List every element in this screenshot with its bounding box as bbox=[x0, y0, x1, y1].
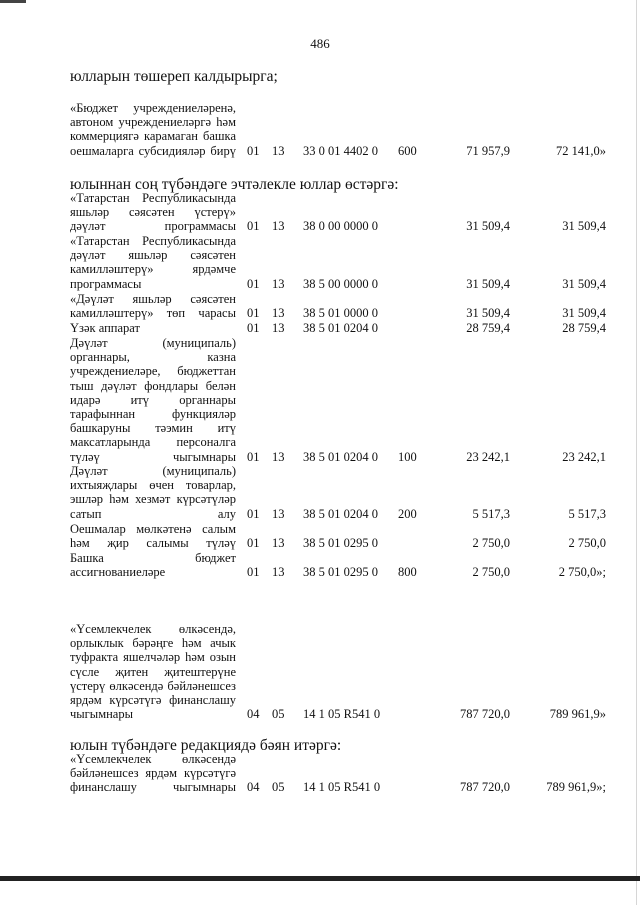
section-code: 01 bbox=[247, 506, 260, 521]
row-description: Оешмалар мөлкәтенә салым һәм җир салымы түләү bbox=[70, 522, 236, 551]
amount-year-1: 71 957,9 bbox=[466, 143, 510, 158]
row-description: «Үсемлекчелек өлкәсендә, орлыклык бәрәңге һәм ачык туфракта яшелчәләр һәм озын сүсле җитен җитештерүне үстерү өлкәсендә бәйләнешсез ярдәм күрсәтүгә финанслашу чыгымнары bbox=[70, 622, 236, 722]
expense-type-code: 800 bbox=[398, 565, 417, 580]
row-description: Үзәк аппарат bbox=[70, 321, 140, 335]
target-article-code: 14 1 05 R541 0 bbox=[303, 780, 381, 795]
heading-redaction: юлын түбәндәге редакциядә бәян итәргә: bbox=[70, 737, 342, 754]
section-code: 04 bbox=[247, 707, 260, 722]
amount-year-1: 31 509,4 bbox=[466, 219, 510, 234]
amount-year-1: 28 759,4 bbox=[466, 321, 510, 335]
subsection-code: 05 bbox=[272, 780, 285, 795]
amount-year-1: 31 509,4 bbox=[466, 306, 510, 321]
amount-year-2: 2 750,0»; bbox=[558, 565, 606, 580]
subsection-code: 13 bbox=[272, 276, 285, 291]
amount-year-2: 31 509,4 bbox=[562, 306, 606, 321]
target-article-code: 38 5 01 0204 0 bbox=[303, 321, 378, 335]
target-article-code: 38 5 01 0295 0 bbox=[303, 565, 378, 580]
section-code: 01 bbox=[247, 536, 260, 551]
subsection-code: 13 bbox=[272, 449, 285, 464]
section-code: 01 bbox=[247, 449, 260, 464]
expense-type-code: 100 bbox=[398, 449, 417, 464]
row-description: Дәүләт (муниципаль) ихтыяҗлары өчен товарлар, эшләр һәм хезмәт күрсәтүләр сатып алу bbox=[70, 464, 236, 521]
row-description: Башка бюджет ассигнованиеләре bbox=[70, 551, 236, 580]
target-article-code: 38 0 00 0000 0 bbox=[303, 219, 378, 234]
amount-year-2: 23 242,1 bbox=[562, 449, 606, 464]
target-article-code: 38 5 00 0000 0 bbox=[303, 276, 378, 291]
row-description: Дәүләт (муниципаль) органнары, казна учреждениеләре, бюджеттан тыш дәүләт фондлары белән идарә итү органнары тарафыннан функцияләр башкаруны тәэмин итү максатларында персоналга түләү чыгымнары bbox=[70, 336, 236, 464]
row-description: «Татарстан Республикасында дәүләт яшьләр сәясәтен камилләштерү» ярдәмче программасы bbox=[70, 234, 236, 291]
subsection-code: 13 bbox=[272, 219, 285, 234]
expense-type-code: 600 bbox=[398, 143, 417, 158]
subsection-code: 05 bbox=[272, 707, 285, 722]
row-description: «Татарстан Республикасында яшьләр сәясәтен үстерү» дәүләт программасы bbox=[70, 191, 236, 234]
scan-bottom-bar bbox=[0, 876, 640, 881]
amount-year-2: 31 509,4 bbox=[562, 219, 606, 234]
subsection-code: 13 bbox=[272, 306, 285, 321]
row-description: «Бюджет учреждениеләренә, автоном учреждениеләргә һәм коммерциягә карамаган башка оешмаларга субсидияләр бирү bbox=[70, 101, 236, 158]
expense-type-code: 200 bbox=[398, 506, 417, 521]
section-code: 01 bbox=[247, 321, 260, 335]
amount-year-2: 789 961,9»; bbox=[546, 780, 606, 795]
heading-delete-lines: юлларын төшереп калдырырга; bbox=[70, 68, 278, 85]
section-code: 01 bbox=[247, 306, 260, 321]
amount-year-1: 787 720,0 bbox=[460, 780, 510, 795]
amount-year-1: 2 750,0 bbox=[472, 536, 510, 551]
subsection-code: 13 bbox=[272, 506, 285, 521]
amount-year-2: 5 517,3 bbox=[568, 506, 606, 521]
subsection-code: 13 bbox=[272, 565, 285, 580]
section-code: 01 bbox=[247, 276, 260, 291]
amount-year-1: 787 720,0 bbox=[460, 707, 510, 722]
heading-add-lines: юлыннан соң түбәндәге эчтәлекле юллар өстәргә: bbox=[70, 176, 399, 193]
section-code: 01 bbox=[247, 219, 260, 234]
amount-year-2: 789 961,9» bbox=[549, 707, 606, 722]
amount-year-1: 23 242,1 bbox=[466, 449, 510, 464]
target-article-code: 14 1 05 R541 0 bbox=[303, 707, 381, 722]
amount-year-2: 31 509,4 bbox=[562, 276, 606, 291]
section-code: 01 bbox=[247, 565, 260, 580]
row-description: «Үсемлекчелек өлкәсендә бәйләнешсез ярдәм күрсәтүгә финанслашу чыгымнары bbox=[70, 752, 236, 795]
amount-year-2: 28 759,4 bbox=[562, 321, 606, 335]
target-article-code: 33 0 01 4402 0 bbox=[303, 143, 378, 158]
amount-year-2: 72 141,0» bbox=[556, 143, 606, 158]
amount-year-1: 2 750,0 bbox=[472, 565, 510, 580]
amount-year-1: 31 509,4 bbox=[466, 276, 510, 291]
target-article-code: 38 5 01 0204 0 bbox=[303, 506, 378, 521]
subsection-code: 13 bbox=[272, 536, 285, 551]
amount-year-1: 5 517,3 bbox=[472, 506, 510, 521]
section-code: 04 bbox=[247, 780, 260, 795]
amount-year-2: 2 750,0 bbox=[568, 536, 606, 551]
subsection-code: 13 bbox=[272, 143, 285, 158]
scan-edge-mark bbox=[0, 0, 26, 3]
target-article-code: 38 5 01 0000 0 bbox=[303, 306, 378, 321]
section-code: 01 bbox=[247, 143, 260, 158]
target-article-code: 38 5 01 0204 0 bbox=[303, 449, 378, 464]
page-number: 486 bbox=[310, 36, 330, 51]
scan-right-edge bbox=[636, 0, 637, 905]
row-description: «Дәүләт яшьләр сәясәтен камилләштерү» төп чарасы bbox=[70, 292, 236, 321]
subsection-code: 13 bbox=[272, 321, 285, 335]
target-article-code: 38 5 01 0295 0 bbox=[303, 536, 378, 551]
